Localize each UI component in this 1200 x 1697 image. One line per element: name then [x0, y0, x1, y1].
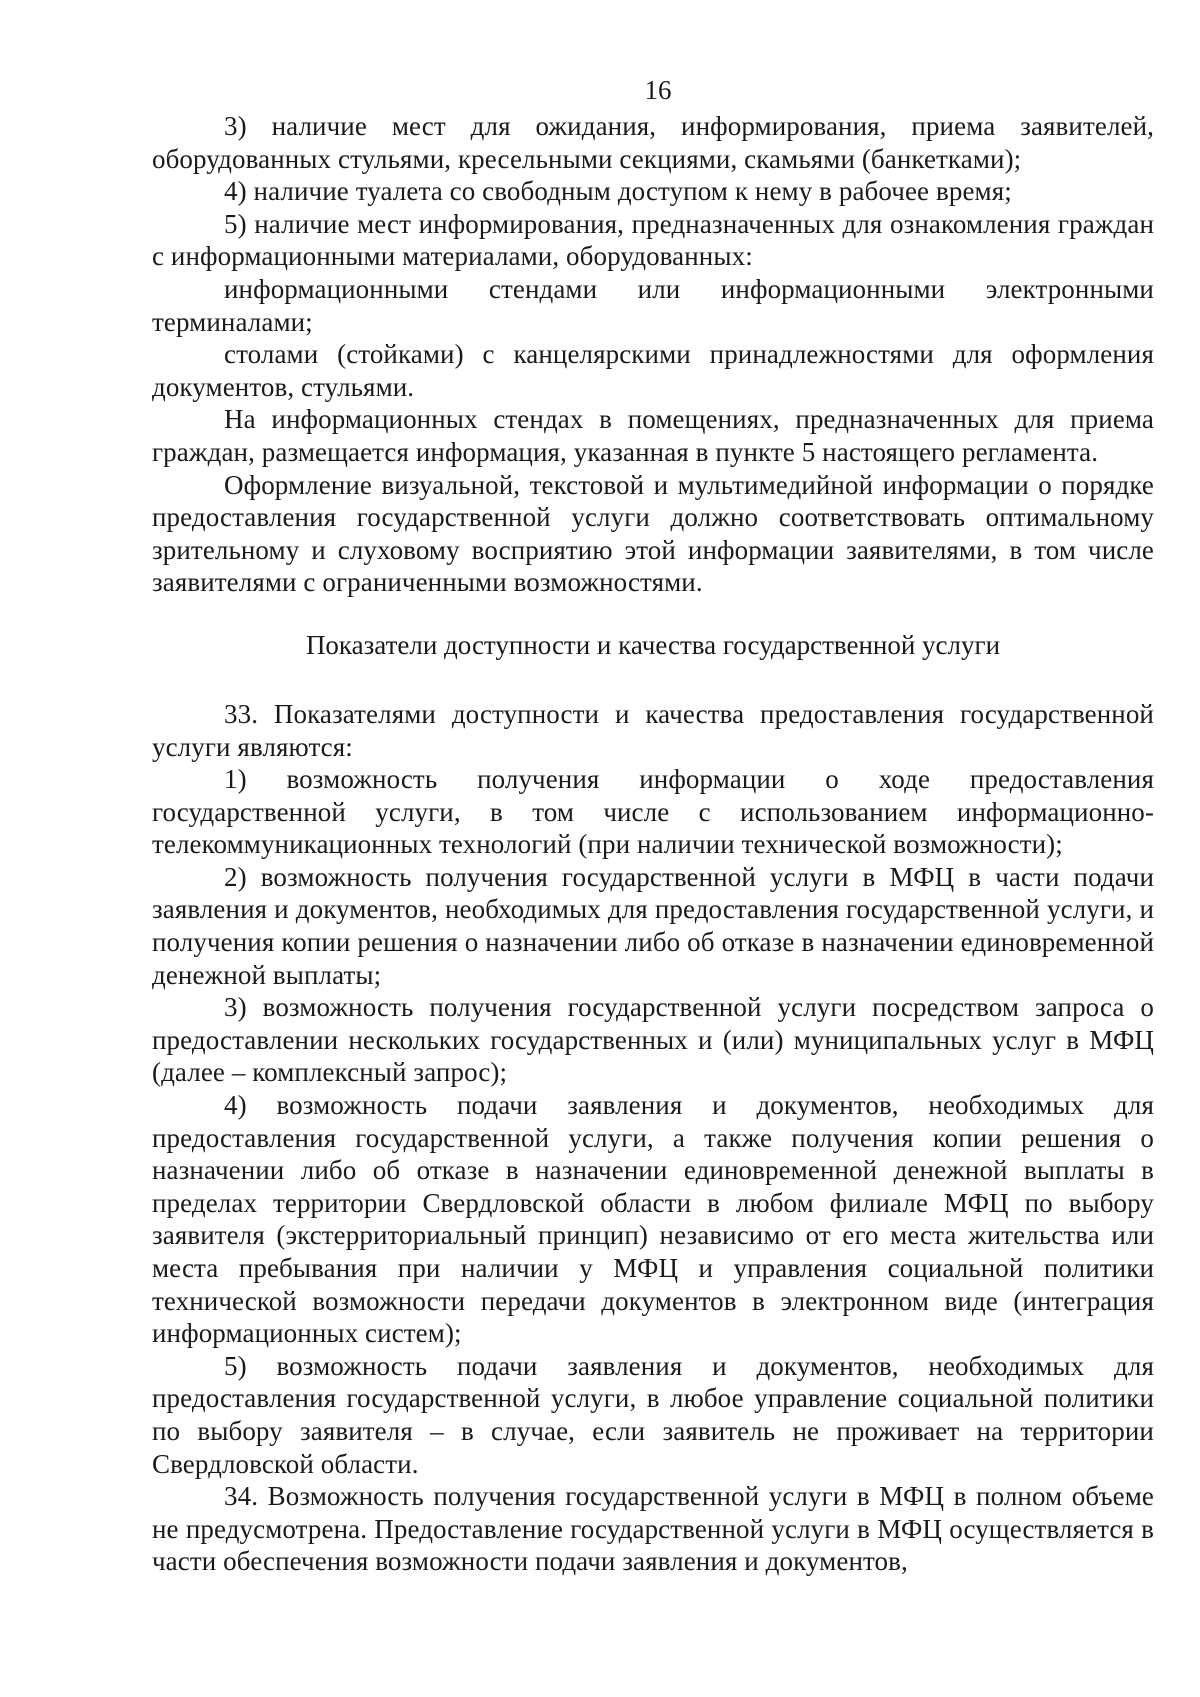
paragraph: 5) возможность подачи заявления и документов, необходимых для предоставления государственной услуги, в любое управление социальной политики по выбору заявителя – в случае, если заявитель не проживает на территории Свердловской области. — [152, 1350, 1154, 1479]
page-number: 16 — [644, 75, 672, 105]
paragraph: 3) возможность получения государственной услуги посредством запроса о предоставлении нескольких государственных и (или) муниципальных услуг в МФЦ (далее – комплексный запрос); — [152, 992, 1154, 1088]
paragraph: 34. Возможность получения государственной услуги в МФЦ в полном объеме не предусмотрена. Предоставление государственной услуги в МФЦ осуществляется в части обеспечения возможности подачи заявления и документов, — [152, 1481, 1154, 1577]
paragraph: 33. Показателями доступности и качества предоставления государственной услуги являются: — [152, 698, 1154, 762]
paragraph: 4) наличие туалета со свободным доступом к нему в рабочее время; — [224, 176, 1012, 207]
paragraph: столами (стойками) с канцелярскими принадлежностями для оформления документов, стульями. — [152, 339, 1154, 402]
paragraph: 4) возможность подачи заявления и документов, необходимых для предоставления государственной услуги, а также получения копии решения о назначении либо об отказе в назначении единовременной денежной выплаты в пределах территории Свердловской области в любом филиале МФЦ по выбору заявителя (экстерриториальный принцип) независимо от его места жительства или места пребывания при наличии у МФЦ и управления социальной политики технической возможности передачи документов в электронном виде (интеграция информационных систем); — [152, 1090, 1154, 1349]
paragraph: информационными стендами или информационными электронными терминалами; — [152, 273, 1154, 337]
paragraph: 3) наличие мест для ожидания, информирования, приема заявителей, оборудованных стульями, кресельными секциями, скамьями (банкетками); — [152, 111, 1154, 174]
paragraph: 2) возможность получения государственной услуги в МФЦ в части подачи заявления и документов, необходимых для предоставления государственной услуги, и получения копии решения о назначении либо об отказе в назначении единовременной денежной выплаты; — [152, 861, 1154, 990]
paragraph: 1) возможность получения информации о ходе предоставления государственной услуги, в том числе с использованием информационно-телекоммуникационных технологий (при наличии технической возможности); — [152, 764, 1154, 860]
paragraph: На информационных стендах в помещениях, предназначенных для приема граждан, размещается информация, указанная в пункте 5 настоящего регламента. — [152, 404, 1154, 467]
paragraph: 5) наличие мест информирования, предназначенных для ознакомления граждан с информационными материалами, оборудованных: — [152, 208, 1154, 272]
paragraph: Оформление визуальной, текстовой и мультимедийной информации о порядке предоставления государственной услуги должно соответствовать оптимальному зрительному и слуховому восприятию этой информации заявителями, в том числе заявителями с ограниченными возможностями. — [152, 469, 1154, 598]
section-heading: Показатели доступности и качества государственной услуги — [305, 629, 1001, 660]
